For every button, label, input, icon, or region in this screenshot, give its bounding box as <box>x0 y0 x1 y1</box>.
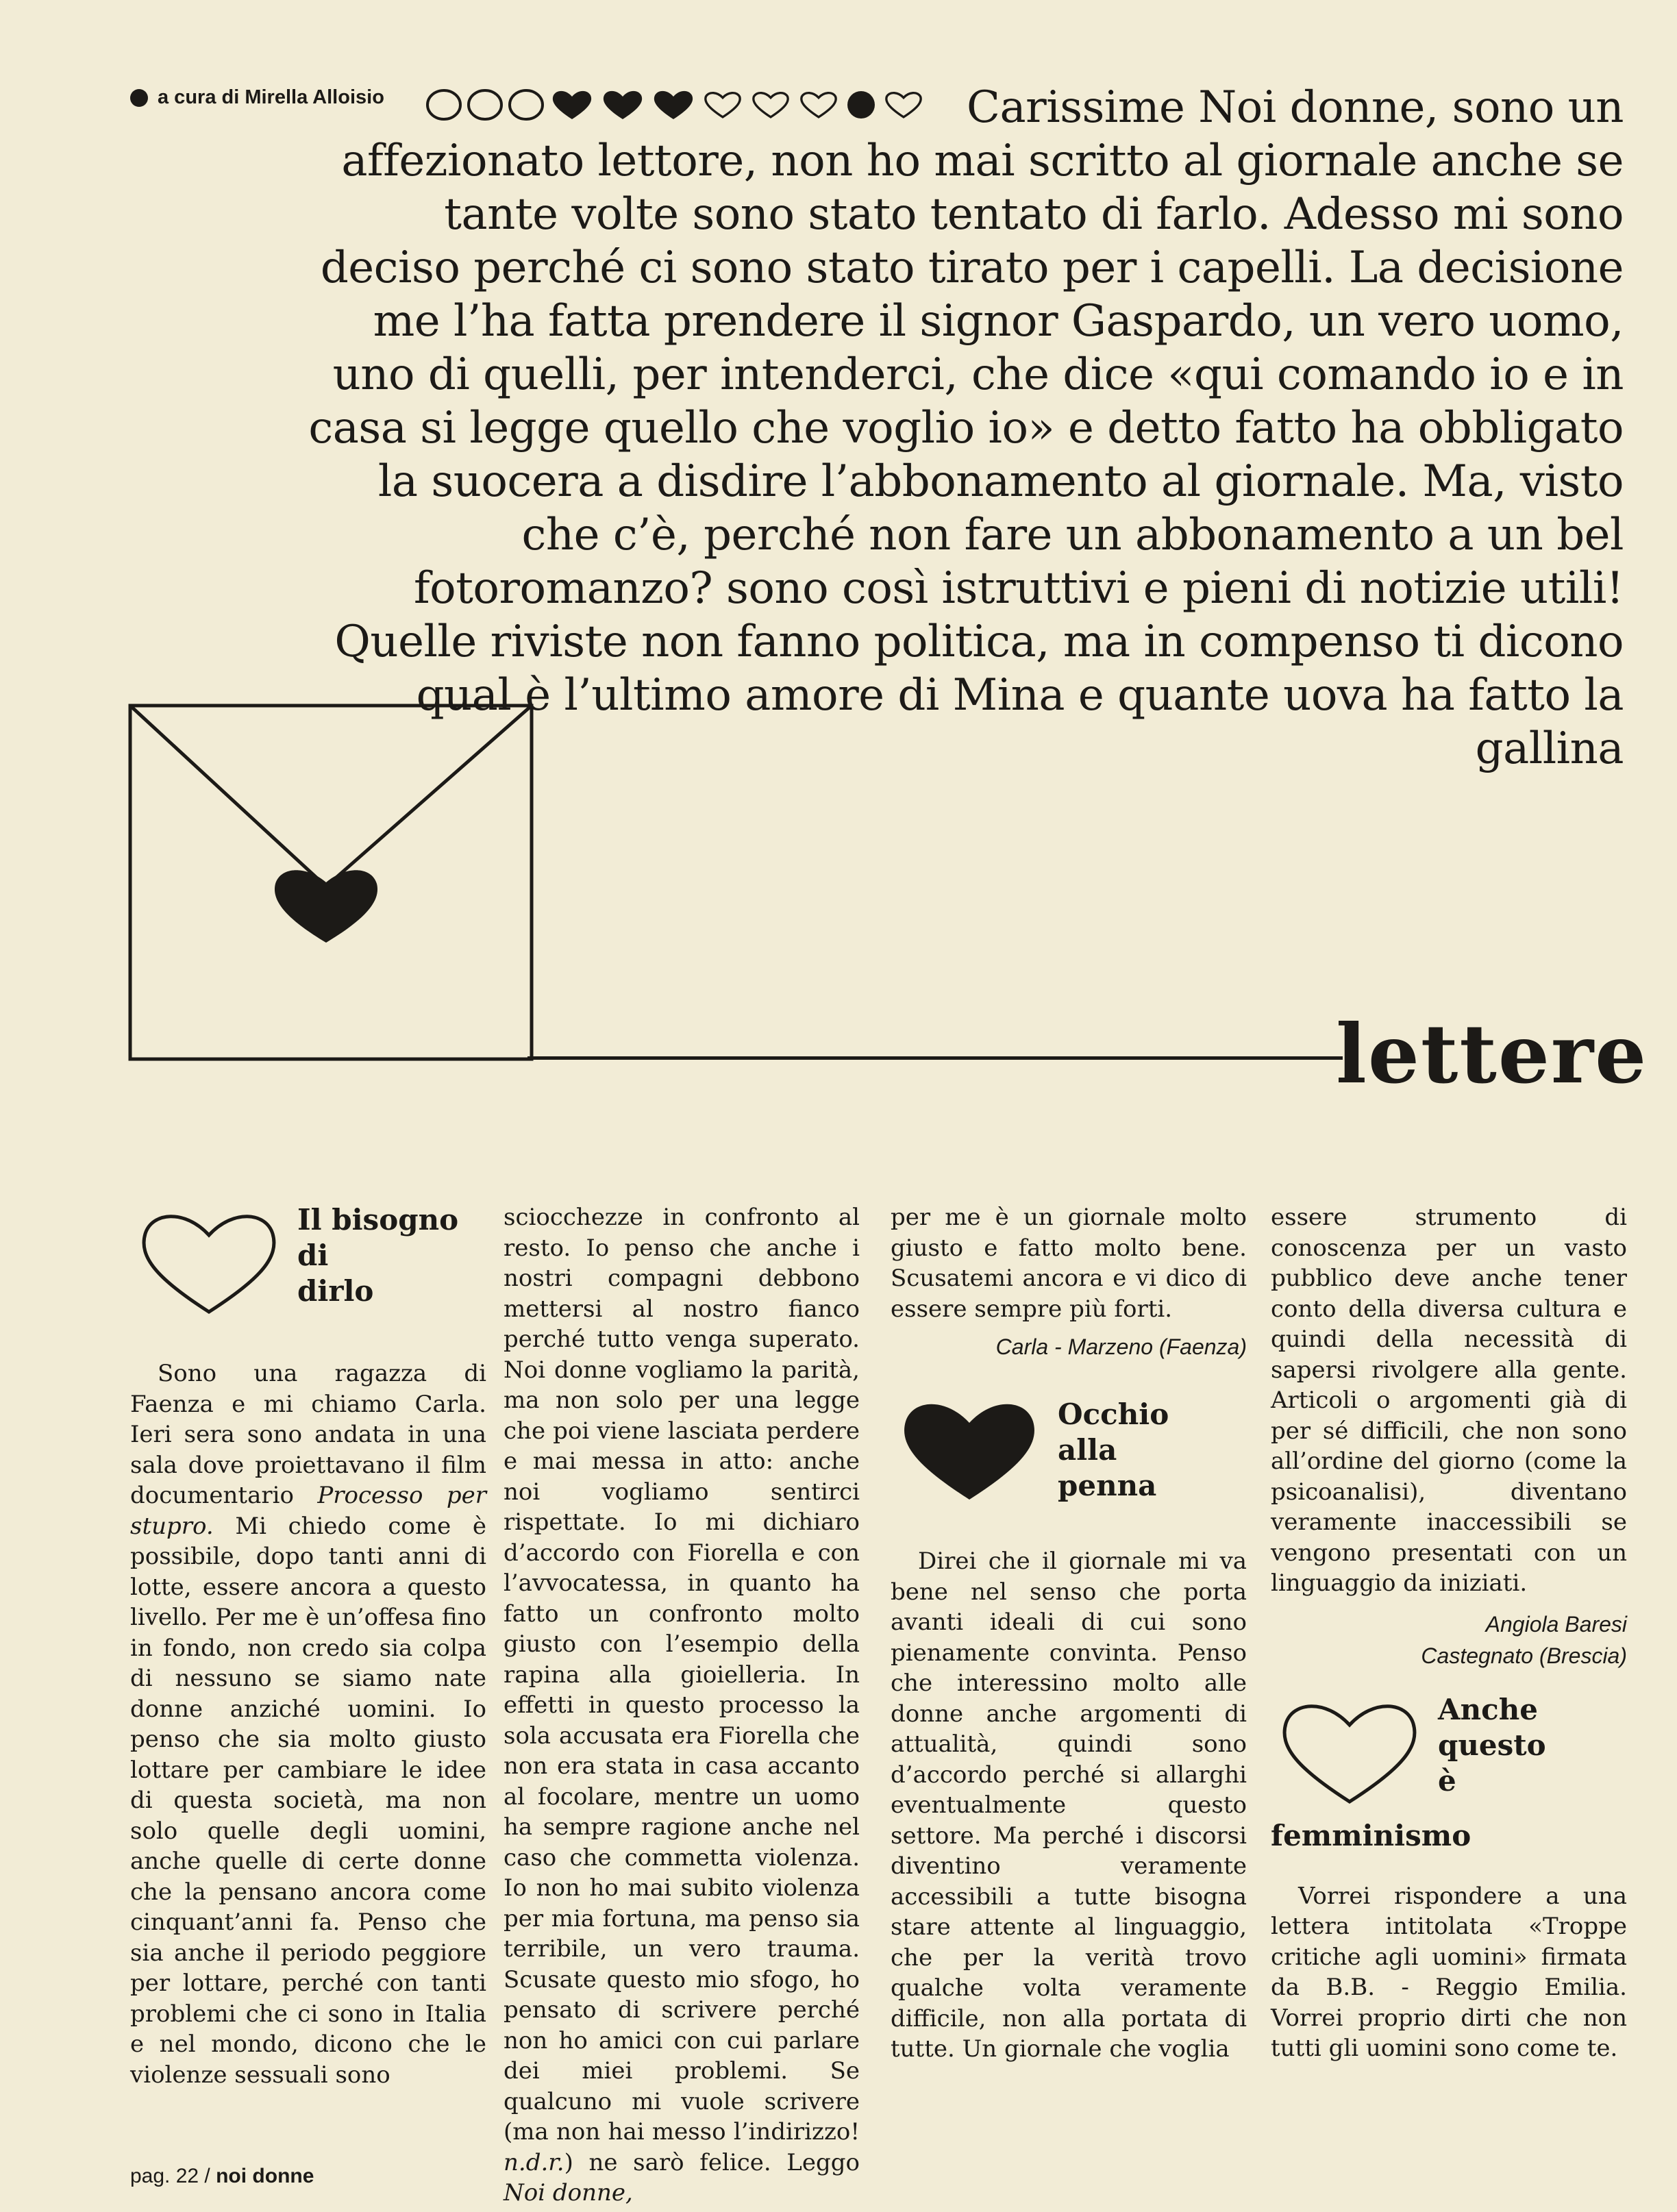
magazine-name: noi donne <box>216 2165 314 2187</box>
letter-body-continued: per me è un giornale molto giusto e fatto molto bene. Scusatemi ancora e vi dico di essere sempre più forti. <box>891 1204 1247 1323</box>
letter-text: sciocchezze in confronto al resto. Io penso che anche i nostri compagni debbono mettersi al nostro fianco perché tutto venga superato. Noi donne vogliamo la parità, ma non solo per una legge che poi viene lasciata perdere e mai messa in atto: anche noi vogliamo sentirci rispettate. Io mi dichiaro d’accordo con Fiorella e con l’avvocatessa, in quanto ha fatto un confronto molto giusto con l’esempio della rapina alla gioielleria. In effetti in questo processo la sola accusata era Fiorella che non era stata in casa accanto al focolare, mentre un uomo ha sempre ragione anche nel caso che commetta violenza. Io non ho mai subito violenza per mia fortuna, ma penso sia terribile, un vero trauma. Scusate questo mio sfogo, ho pensato di scrivere perché non ho amici con cui parlare dei miei problemi. Se qualcuno mi vuole scrivere (ma non hai messo l’indirizzo! <box>504 1204 860 2146</box>
heading-line: penna <box>1058 1469 1157 1502</box>
heading-line: femminismo <box>1271 1818 1471 1852</box>
letter-heading <box>1058 1390 1169 1504</box>
envelope-icon <box>127 701 538 1065</box>
heading-line: Il bisogno <box>297 1203 459 1237</box>
heart-outline-icon <box>1271 1692 1428 1809</box>
page-footer <box>130 2165 314 2188</box>
heading-line: Anche <box>1438 1692 1538 1726</box>
letter-heading <box>1438 1692 1546 1799</box>
intro-text: Carissime Noi donne, sono un affezionato lettore, non ho mai scritto al giornale anche se tante volte sono stato tentato di farlo. Adesso mi sono deciso perché ci sono stato tirato per i capelli. La decisione me l’ha fatta prendere il signor Gaspardo, un vero uomo, uno di quelli, per intenderci, che dice «qui comando io e in casa si legge quello che voglio io» e detto fatto ha obbligato la suocera a disdire l’abbonamento al giornale. Ma, visto che c’è, perché non fare un abbonamento a un bel fotoromanzo? sono così istruttivi e pieni di notizie utili! Quelle riviste non fanno politica, ma in compenso ti dicono qual è l’ultimo amore di Mina e quante uova ha fatto la gallina <box>308 82 1624 774</box>
title-rule <box>527 1056 1343 1060</box>
page-number: pag. 22 / <box>130 2165 210 2187</box>
letter-text: Sono una ragazza di Faenza e mi chiamo Carla. Ieri sera sono andata in una sala dove proiettavano il film documentario <box>130 1360 486 1509</box>
letter-signature: Carla - Marzeno (Faenza) <box>995 1334 1247 1359</box>
letter-body: Vorrei rispondere a una lettera intitolata «Troppe critiche agli uomini» firmata da B.B. - Reggio Emilia. Vorrei proprio dirti che non tutti gli uomini sono come te. <box>1271 1882 1627 2062</box>
magazine-title: Noi donne, <box>504 2179 633 2207</box>
editor-note: n.d.r. <box>504 2148 564 2176</box>
heading-line: dirlo <box>297 1274 374 1308</box>
letter-heading <box>297 1202 458 1309</box>
column-4 <box>1271 1202 1627 2064</box>
letter-text: Direi che il giornale mi va bene nel senso che porta avanti ideali di cui sono pienamente convinta. Penso che interessino molto alle donne anche argomenti di attualità, quindi sono d’accordo perché si allarghi eventualmente questo settore. Ma perché i discorsi diventino veramente accessibili a tutte bisogna stare attente al linguaggio, che per la verità trovo qualche volta veramente difficile, non alla portata di tutte. Un giornale che voglia <box>891 1548 1247 2063</box>
letter-signature-place: Castegnato (Brescia) <box>1421 1643 1627 1668</box>
section-title: lettere <box>1336 1006 1648 1102</box>
letter-body <box>891 1546 1247 2065</box>
letter-body-continued <box>504 1202 860 2209</box>
heading-line: alla <box>1058 1433 1117 1467</box>
letter-text: ) ne sarò felice. Leggo <box>564 2148 860 2176</box>
column-2 <box>504 1202 860 2207</box>
heart-filled-icon <box>891 1390 1048 1506</box>
heading-line: Occhio <box>1058 1397 1169 1431</box>
column-3 <box>891 1202 1247 2065</box>
letter-text: Mi chiedo come è possibile, dopo tanti anni di lotte, essere ancora a questo livello. Per me è un’offesa fino in fondo, non credo sia colpa di nessuno se siamo nate donne anziché uomini. Io penso che sia molto giusto lottare per cambiare le idee di questa società, ma non solo quelle degli uomini, anche quelle di certe donne che la pensano ancora come cinquant’anni fa. Penso che sia anche il periodo peggiore per lottare, perché con tanti problemi che ci sono in Italia e nel mondo, dicono che le violenze sessuali sono <box>130 1512 486 2089</box>
letter-heading-block <box>1271 1692 1627 1854</box>
letter-heading-block <box>130 1202 486 1319</box>
heading-line: è <box>1438 1763 1456 1798</box>
letter-signature-name: Angiola Baresi <box>1485 1611 1627 1637</box>
letter-heading-block <box>891 1390 1247 1506</box>
letter-body <box>130 1358 486 2090</box>
letter-body-continued: essere strumento di conoscenza per un vasto pubblico deve anche tener conto della diversa cultura e quindi della necessità di sapersi rivolgere alla gente. Articoli o argomenti già di per sé difficili, che non sono all’ordine del giorno (come la psicoanalisi), diventano veramente inaccessibili se vengono presentati con un linguaggio da iniziati. <box>1271 1204 1627 1597</box>
heart-outline-icon <box>130 1202 288 1319</box>
envelope-heart-seal <box>275 870 377 943</box>
column-1 <box>130 1202 486 2090</box>
credit-text: a cura di Mirella Alloisio <box>158 86 384 108</box>
film-title: Processo per stupro. <box>130 1482 486 1540</box>
heading-line: di <box>297 1239 329 1272</box>
bullet-icon <box>130 89 148 107</box>
heading-line: questo <box>1438 1728 1546 1762</box>
